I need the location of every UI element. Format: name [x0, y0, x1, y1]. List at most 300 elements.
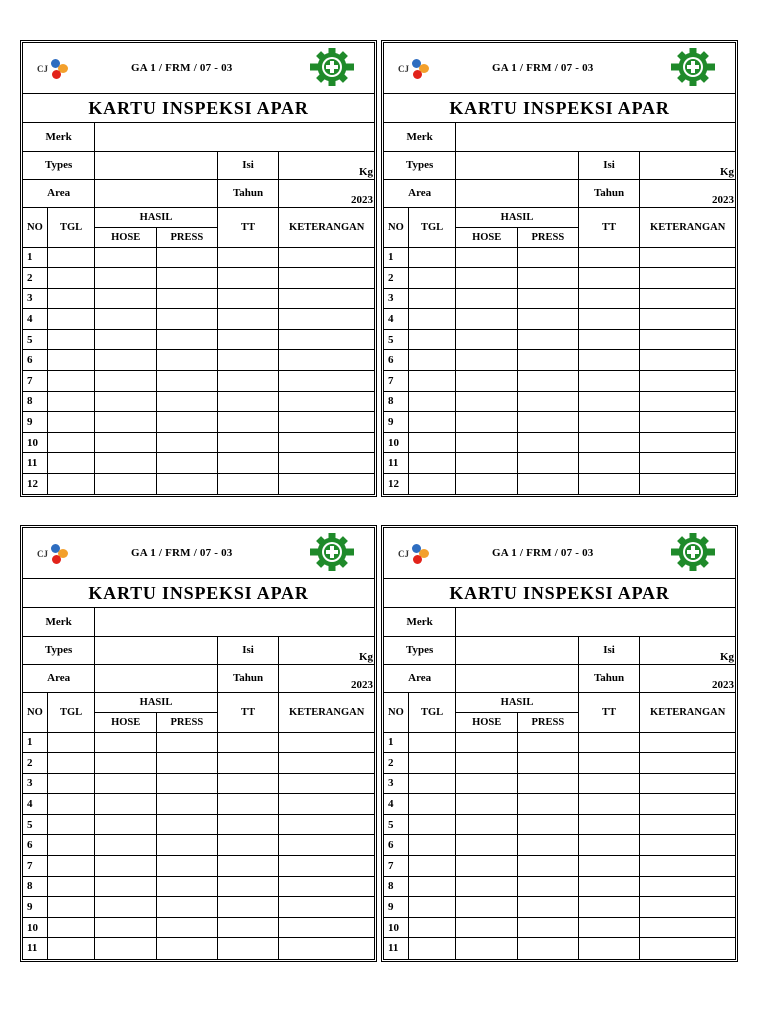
keterangan-cell[interactable] [640, 391, 735, 412]
hose-cell[interactable] [456, 938, 518, 959]
tt-cell[interactable] [578, 773, 640, 794]
isi-label: Isi [578, 636, 640, 664]
tahun-field[interactable] [279, 179, 374, 207]
col-no-header: NO [384, 207, 408, 247]
keterangan-cell[interactable] [640, 268, 735, 289]
tgl-cell[interactable] [408, 773, 456, 794]
area-field[interactable] [95, 664, 217, 692]
keterangan-cell[interactable] [279, 814, 374, 835]
tt-cell[interactable] [578, 329, 640, 350]
tgl-cell[interactable] [47, 350, 95, 371]
tt-cell[interactable] [578, 391, 640, 412]
form-code: GA 1 / FRM / 07 - 03 [492, 62, 594, 74]
press-cell[interactable] [518, 876, 579, 897]
tt-cell[interactable] [578, 835, 640, 856]
row-number: 5 [384, 814, 408, 835]
hose-cell[interactable] [456, 835, 518, 856]
press-cell[interactable] [518, 917, 579, 938]
press-cell[interactable] [157, 329, 218, 350]
tgl-cell[interactable] [408, 371, 456, 392]
press-cell[interactable] [157, 938, 218, 959]
row-number: 2 [23, 268, 47, 289]
col-tgl-header: TGL [408, 692, 456, 732]
keterangan-cell[interactable] [640, 309, 735, 330]
hose-cell[interactable] [456, 371, 518, 392]
merk-label: Merk [23, 123, 95, 151]
tt-cell[interactable] [217, 917, 279, 938]
press-cell[interactable] [518, 247, 579, 268]
area-field[interactable] [456, 179, 578, 207]
hose-cell[interactable] [456, 732, 518, 753]
hose-cell[interactable] [95, 773, 157, 794]
types-field[interactable] [95, 636, 217, 664]
tahun-label: Tahun [578, 179, 640, 207]
keterangan-cell[interactable] [640, 412, 735, 433]
col-tt-header: TT [578, 692, 640, 732]
tgl-cell[interactable] [408, 938, 456, 959]
isi-field[interactable] [640, 151, 735, 179]
hose-cell[interactable] [95, 835, 157, 856]
press-cell[interactable] [157, 897, 218, 918]
press-cell[interactable] [518, 732, 579, 753]
merk-field[interactable] [95, 608, 374, 636]
tt-cell[interactable] [217, 350, 279, 371]
row-number: 4 [384, 309, 408, 330]
hose-cell[interactable] [456, 814, 518, 835]
keterangan-cell[interactable] [279, 773, 374, 794]
tt-cell[interactable] [578, 732, 640, 753]
keterangan-cell[interactable] [640, 794, 735, 815]
keterangan-cell[interactable] [279, 938, 374, 959]
tgl-cell[interactable] [47, 835, 95, 856]
tgl-cell[interactable] [47, 732, 95, 753]
hose-cell[interactable] [95, 732, 157, 753]
tgl-cell[interactable] [47, 897, 95, 918]
tt-cell[interactable] [578, 247, 640, 268]
press-cell[interactable] [157, 794, 218, 815]
tt-cell[interactable] [578, 432, 640, 453]
keterangan-cell[interactable] [640, 835, 735, 856]
keterangan-cell[interactable] [279, 753, 374, 774]
hose-cell[interactable] [456, 350, 518, 371]
tt-cell[interactable] [217, 835, 279, 856]
cj-logo [37, 57, 77, 81]
tt-cell[interactable] [578, 876, 640, 897]
tgl-cell[interactable] [47, 773, 95, 794]
tgl-cell[interactable] [47, 856, 95, 877]
keterangan-cell[interactable] [279, 732, 374, 753]
col-keterangan-header: KETERANGAN [640, 207, 735, 247]
press-cell[interactable] [518, 773, 579, 794]
tgl-cell[interactable] [47, 247, 95, 268]
tgl-cell[interactable] [47, 474, 95, 495]
table-row [23, 288, 374, 309]
tgl-cell[interactable] [408, 835, 456, 856]
tt-cell[interactable] [578, 897, 640, 918]
hose-cell[interactable] [95, 350, 157, 371]
row-number: 6 [384, 835, 408, 856]
keterangan-cell[interactable] [640, 474, 735, 495]
table-row [23, 371, 374, 392]
hose-cell[interactable] [95, 794, 157, 815]
hose-cell[interactable] [95, 371, 157, 392]
tt-cell[interactable] [578, 474, 640, 495]
tt-cell[interactable] [217, 453, 279, 474]
tgl-cell[interactable] [47, 453, 95, 474]
hose-cell[interactable] [95, 247, 157, 268]
press-cell[interactable] [518, 309, 579, 330]
row-number: 7 [384, 856, 408, 877]
press-cell[interactable] [157, 876, 218, 897]
press-cell[interactable] [157, 773, 218, 794]
tgl-cell[interactable] [408, 753, 456, 774]
isi-field[interactable] [279, 636, 374, 664]
tgl-cell[interactable] [408, 474, 456, 495]
tt-cell[interactable] [578, 917, 640, 938]
isi-label: Isi [217, 151, 279, 179]
hose-cell[interactable] [456, 329, 518, 350]
isi-label: Isi [217, 636, 279, 664]
keterangan-cell[interactable] [279, 247, 374, 268]
press-cell[interactable] [157, 453, 218, 474]
tt-cell[interactable] [578, 753, 640, 774]
tgl-cell[interactable] [47, 753, 95, 774]
tgl-cell[interactable] [408, 794, 456, 815]
hose-cell[interactable] [95, 453, 157, 474]
tt-cell[interactable] [217, 412, 279, 433]
k3-safety-gear-icon [309, 48, 355, 86]
press-cell[interactable] [157, 247, 218, 268]
row-number: 6 [23, 350, 47, 371]
keterangan-cell[interactable] [640, 856, 735, 877]
tt-cell[interactable] [578, 288, 640, 309]
press-cell[interactable] [518, 814, 579, 835]
press-cell[interactable] [518, 753, 579, 774]
press-cell[interactable] [518, 268, 579, 289]
keterangan-cell[interactable] [640, 453, 735, 474]
isi-field[interactable] [640, 636, 735, 664]
hose-cell[interactable] [95, 876, 157, 897]
row-number: 10 [384, 917, 408, 938]
row-number: 12 [384, 474, 408, 495]
keterangan-cell[interactable] [279, 897, 374, 918]
area-field[interactable] [95, 179, 217, 207]
row-number: 4 [23, 309, 47, 330]
hose-cell[interactable] [95, 329, 157, 350]
keterangan-cell[interactable] [279, 453, 374, 474]
hose-cell[interactable] [95, 897, 157, 918]
hose-cell[interactable] [456, 453, 518, 474]
tt-cell[interactable] [578, 856, 640, 877]
keterangan-cell[interactable] [640, 753, 735, 774]
tgl-cell[interactable] [408, 391, 456, 412]
keterangan-cell[interactable] [279, 309, 374, 330]
keterangan-cell[interactable] [279, 350, 374, 371]
keterangan-cell[interactable] [640, 350, 735, 371]
tt-cell[interactable] [578, 453, 640, 474]
tgl-cell[interactable] [408, 814, 456, 835]
col-tt-header: TT [578, 207, 640, 247]
hose-cell[interactable] [456, 288, 518, 309]
row-number: 1 [23, 732, 47, 753]
tahun-field[interactable] [640, 664, 735, 692]
keterangan-cell[interactable] [279, 856, 374, 877]
tt-cell[interactable] [217, 938, 279, 959]
hose-cell[interactable] [456, 247, 518, 268]
col-press-header: PRESS [157, 227, 218, 247]
press-cell[interactable] [518, 835, 579, 856]
hose-cell[interactable] [95, 288, 157, 309]
keterangan-cell[interactable] [640, 288, 735, 309]
tt-cell[interactable] [217, 371, 279, 392]
press-cell[interactable] [518, 329, 579, 350]
hose-cell[interactable] [456, 474, 518, 495]
tgl-cell[interactable] [47, 794, 95, 815]
hose-cell[interactable] [456, 794, 518, 815]
tt-cell[interactable] [578, 412, 640, 433]
press-cell[interactable] [157, 835, 218, 856]
merk-field[interactable] [456, 123, 735, 151]
tt-cell[interactable] [217, 753, 279, 774]
table-row [384, 773, 735, 794]
hose-cell[interactable] [95, 432, 157, 453]
hose-cell[interactable] [456, 268, 518, 289]
tt-cell[interactable] [578, 938, 640, 959]
press-cell[interactable] [157, 288, 218, 309]
hose-cell[interactable] [95, 391, 157, 412]
press-cell[interactable] [157, 814, 218, 835]
keterangan-cell[interactable] [279, 794, 374, 815]
tt-cell[interactable] [578, 268, 640, 289]
press-cell[interactable] [157, 412, 218, 433]
press-cell[interactable] [518, 350, 579, 371]
hose-cell[interactable] [456, 856, 518, 877]
types-field[interactable] [456, 636, 578, 664]
row-number: 6 [23, 835, 47, 856]
tgl-cell[interactable] [47, 309, 95, 330]
k3-safety-gear-icon [670, 533, 716, 571]
keterangan-cell[interactable] [279, 391, 374, 412]
types-field[interactable] [456, 151, 578, 179]
types-field[interactable] [95, 151, 217, 179]
tgl-cell[interactable] [47, 288, 95, 309]
press-cell[interactable] [157, 432, 218, 453]
press-cell[interactable] [157, 371, 218, 392]
keterangan-cell[interactable] [640, 917, 735, 938]
inspection-table [384, 123, 735, 494]
isi-field[interactable] [279, 151, 374, 179]
tgl-cell[interactable] [408, 432, 456, 453]
tt-cell[interactable] [578, 814, 640, 835]
tgl-cell[interactable] [408, 453, 456, 474]
press-cell[interactable] [518, 938, 579, 959]
inspection-card [22, 42, 375, 495]
tt-cell[interactable] [217, 432, 279, 453]
hose-cell[interactable] [95, 268, 157, 289]
keterangan-cell[interactable] [640, 732, 735, 753]
tt-cell[interactable] [578, 309, 640, 330]
hose-cell[interactable] [456, 876, 518, 897]
press-cell[interactable] [518, 371, 579, 392]
row-number: 2 [384, 753, 408, 774]
keterangan-cell[interactable] [640, 329, 735, 350]
keterangan-cell[interactable] [640, 371, 735, 392]
tt-cell[interactable] [217, 773, 279, 794]
row-number: 4 [384, 794, 408, 815]
keterangan-cell[interactable] [279, 268, 374, 289]
press-cell[interactable] [157, 732, 218, 753]
area-field[interactable] [456, 664, 578, 692]
tt-cell[interactable] [217, 329, 279, 350]
hose-cell[interactable] [456, 753, 518, 774]
tgl-cell[interactable] [47, 412, 95, 433]
table-row [384, 753, 735, 774]
tgl-cell[interactable] [47, 268, 95, 289]
tahun-field[interactable] [640, 179, 735, 207]
keterangan-cell[interactable] [279, 835, 374, 856]
keterangan-cell[interactable] [279, 432, 374, 453]
tgl-cell[interactable] [408, 917, 456, 938]
table-row [23, 350, 374, 371]
tgl-cell[interactable] [47, 938, 95, 959]
hose-cell[interactable] [95, 309, 157, 330]
keterangan-cell[interactable] [640, 773, 735, 794]
tt-cell[interactable] [578, 350, 640, 371]
keterangan-cell[interactable] [279, 412, 374, 433]
keterangan-cell[interactable] [279, 329, 374, 350]
hose-cell[interactable] [456, 897, 518, 918]
tt-cell[interactable] [217, 309, 279, 330]
row-number: 11 [384, 938, 408, 959]
tt-cell[interactable] [217, 794, 279, 815]
press-cell[interactable] [518, 288, 579, 309]
cj-logo-text: CJ [37, 64, 48, 74]
hose-cell[interactable] [456, 391, 518, 412]
row-number: 8 [384, 391, 408, 412]
tgl-cell[interactable] [47, 814, 95, 835]
tt-cell[interactable] [217, 856, 279, 877]
tgl-cell[interactable] [408, 309, 456, 330]
press-cell[interactable] [518, 391, 579, 412]
merk-field[interactable] [95, 123, 374, 151]
keterangan-cell[interactable] [640, 432, 735, 453]
press-cell[interactable] [518, 794, 579, 815]
press-cell[interactable] [157, 753, 218, 774]
tahun-field[interactable] [279, 664, 374, 692]
table-row [23, 247, 374, 268]
tt-cell[interactable] [217, 288, 279, 309]
tt-cell[interactable] [217, 474, 279, 495]
k3-safety-gear-icon [309, 533, 355, 571]
tgl-cell[interactable] [47, 876, 95, 897]
table-row [384, 794, 735, 815]
tgl-cell[interactable] [408, 268, 456, 289]
keterangan-cell[interactable] [640, 938, 735, 959]
hose-cell[interactable] [456, 773, 518, 794]
press-cell[interactable] [157, 474, 218, 495]
press-cell[interactable] [157, 856, 218, 877]
keterangan-cell[interactable] [279, 876, 374, 897]
tgl-cell[interactable] [47, 371, 95, 392]
tgl-cell[interactable] [408, 856, 456, 877]
tgl-cell[interactable] [408, 876, 456, 897]
press-cell[interactable] [157, 309, 218, 330]
keterangan-cell[interactable] [640, 247, 735, 268]
hose-cell[interactable] [95, 814, 157, 835]
press-cell[interactable] [518, 897, 579, 918]
tt-cell[interactable] [217, 268, 279, 289]
keterangan-cell[interactable] [279, 371, 374, 392]
tgl-cell[interactable] [408, 350, 456, 371]
tgl-cell[interactable] [408, 288, 456, 309]
press-cell[interactable] [518, 432, 579, 453]
tgl-cell[interactable] [47, 391, 95, 412]
hose-cell[interactable] [456, 412, 518, 433]
press-cell[interactable] [157, 917, 218, 938]
table-row [23, 917, 374, 938]
press-cell[interactable] [518, 453, 579, 474]
hose-cell[interactable] [95, 753, 157, 774]
tgl-cell[interactable] [47, 329, 95, 350]
press-cell[interactable] [518, 412, 579, 433]
tgl-cell[interactable] [408, 247, 456, 268]
press-cell[interactable] [157, 391, 218, 412]
hose-cell[interactable] [456, 309, 518, 330]
tt-cell[interactable] [578, 371, 640, 392]
press-cell[interactable] [157, 350, 218, 371]
merk-field[interactable] [456, 608, 735, 636]
tt-cell[interactable] [578, 794, 640, 815]
hose-cell[interactable] [95, 938, 157, 959]
keterangan-cell[interactable] [279, 288, 374, 309]
tgl-cell[interactable] [408, 329, 456, 350]
press-cell[interactable] [157, 268, 218, 289]
tgl-cell[interactable] [408, 412, 456, 433]
hose-cell[interactable] [456, 917, 518, 938]
hose-cell[interactable] [456, 432, 518, 453]
press-cell[interactable] [518, 856, 579, 877]
tt-cell[interactable] [217, 732, 279, 753]
table-row [384, 268, 735, 289]
keterangan-cell[interactable] [279, 474, 374, 495]
hose-cell[interactable] [95, 412, 157, 433]
table-row [23, 773, 374, 794]
tt-cell[interactable] [217, 814, 279, 835]
tahun-label: Tahun [217, 179, 279, 207]
keterangan-cell[interactable] [640, 814, 735, 835]
inspection-card [383, 42, 736, 495]
tgl-cell[interactable] [47, 432, 95, 453]
hose-cell[interactable] [95, 856, 157, 877]
keterangan-cell[interactable] [640, 897, 735, 918]
row-number: 11 [23, 453, 47, 474]
tt-cell[interactable] [217, 391, 279, 412]
kg-unit: Kg [719, 165, 734, 178]
press-cell[interactable] [518, 474, 579, 495]
keterangan-cell[interactable] [279, 917, 374, 938]
table-row [384, 247, 735, 268]
keterangan-cell[interactable] [640, 876, 735, 897]
hose-cell[interactable] [95, 474, 157, 495]
tgl-cell[interactable] [47, 917, 95, 938]
hose-cell[interactable] [95, 917, 157, 938]
tgl-cell[interactable] [408, 897, 456, 918]
tgl-cell[interactable] [408, 732, 456, 753]
tt-cell[interactable] [217, 247, 279, 268]
table-row [23, 268, 374, 289]
tt-cell[interactable] [217, 897, 279, 918]
tt-cell[interactable] [217, 876, 279, 897]
